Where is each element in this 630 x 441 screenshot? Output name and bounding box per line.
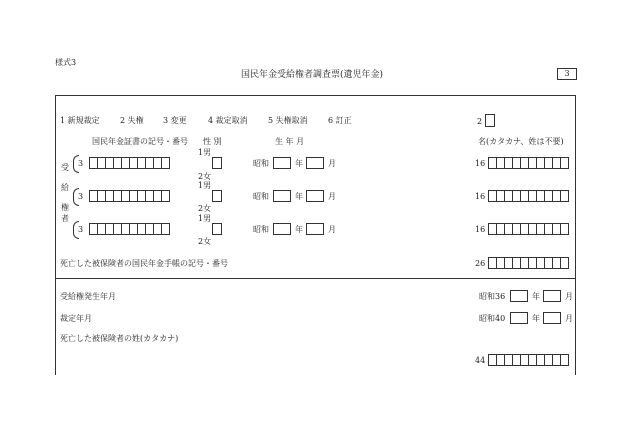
- entitlement-year-label: 年: [532, 292, 540, 301]
- action-cancel-loss: 5 失権取消: [268, 116, 308, 125]
- birth-month-box[interactable]: [306, 223, 324, 235]
- side-label-char: 者: [61, 214, 69, 223]
- sex-box[interactable]: [212, 190, 222, 202]
- entitlement-date-label: 受給権発生年月: [60, 292, 116, 301]
- sex-male-label: 1男: [198, 181, 212, 190]
- entitlement-era-prefix: 昭和36: [479, 292, 506, 301]
- birth-year-box[interactable]: [273, 223, 291, 235]
- decision-era-prefix: 昭和40: [479, 314, 506, 323]
- sex-male-label: 1男: [198, 214, 212, 223]
- cert-number-boxes[interactable]: [89, 157, 169, 169]
- action-change: 3 変更: [163, 116, 187, 125]
- action-code-prefix: 2: [477, 117, 483, 126]
- month-label: 月: [328, 192, 336, 201]
- action-code-box[interactable]: [485, 114, 495, 127]
- deceased-surname-label: 死亡した被保険者の姓(カタカナ): [60, 334, 179, 343]
- entitlement-month-box[interactable]: [543, 290, 561, 302]
- cert-number-boxes[interactable]: [89, 190, 169, 202]
- deceased-notebook-boxes[interactable]: [488, 257, 568, 269]
- era-label: 昭和: [253, 159, 269, 168]
- entitlement-year-box[interactable]: [510, 290, 528, 302]
- decision-date-label: 裁定年月: [60, 314, 92, 323]
- section-divider: [55, 278, 576, 279]
- month-label: 月: [328, 159, 336, 168]
- column-sex: 性 別: [203, 137, 222, 146]
- birth-month-box[interactable]: [306, 157, 324, 169]
- year-label: 年: [295, 192, 303, 201]
- action-correction: 6 訂正: [328, 116, 352, 125]
- name-prefix: 16: [475, 159, 486, 168]
- sex-female-label: 2女: [198, 204, 212, 213]
- era-label: 昭和: [253, 192, 269, 201]
- action-cancel-decision: 4 裁定取消: [208, 116, 248, 125]
- cert-prefix: 3: [78, 225, 84, 234]
- name-prefix: 16: [475, 225, 486, 234]
- name-prefix: 16: [475, 192, 486, 201]
- year-label: 年: [295, 225, 303, 234]
- sex-female-label: 2女: [198, 172, 212, 181]
- birth-year-box[interactable]: [273, 157, 291, 169]
- name-boxes[interactable]: [488, 223, 568, 235]
- deceased-surname-prefix: 44: [475, 356, 486, 365]
- form-label: 様式3: [55, 58, 77, 67]
- deceased-notebook-label: 死亡した被保険者の国民年金手帳の記号・番号: [60, 259, 228, 268]
- name-boxes[interactable]: [488, 157, 568, 169]
- sex-box[interactable]: [212, 223, 222, 235]
- frame-top-border: [55, 95, 576, 96]
- action-new-decision: 1 新規裁定: [60, 116, 100, 125]
- birth-month-box[interactable]: [306, 190, 324, 202]
- cert-prefix: 3: [78, 159, 84, 168]
- sex-male-label: 1男: [198, 148, 212, 157]
- entitlement-month-label: 月: [565, 292, 573, 301]
- side-label-char: 給: [61, 183, 69, 192]
- sex-female-label: 2女: [198, 237, 212, 246]
- name-boxes[interactable]: [488, 190, 568, 202]
- frame-left-border: [55, 95, 56, 375]
- side-label-char: 受: [61, 163, 69, 172]
- decision-year-box[interactable]: [510, 312, 528, 324]
- sex-box[interactable]: [212, 157, 222, 169]
- column-birth-date: 生 年 月: [275, 137, 305, 146]
- frame-right-border: [575, 95, 576, 375]
- era-label: 昭和: [253, 225, 269, 234]
- side-label-char: 権: [61, 203, 69, 212]
- column-name: 名(カタカナ、姓は不要): [478, 137, 564, 146]
- deceased-surname-boxes[interactable]: [488, 354, 568, 366]
- column-cert-number: 国民年金証書の記号・番号: [92, 137, 188, 146]
- birth-year-box[interactable]: [273, 190, 291, 202]
- action-loss-of-right: 2 失権: [120, 116, 144, 125]
- cert-number-boxes[interactable]: [89, 223, 169, 235]
- page-code: 3: [557, 68, 577, 80]
- decision-month-label: 月: [565, 314, 573, 323]
- decision-year-label: 年: [532, 314, 540, 323]
- year-label: 年: [295, 159, 303, 168]
- deceased-notebook-prefix: 26: [475, 259, 486, 268]
- cert-prefix: 3: [78, 192, 84, 201]
- form-title: 国民年金受給権者調査票(遺児年金): [241, 70, 384, 80]
- decision-month-box[interactable]: [543, 312, 561, 324]
- month-label: 月: [328, 225, 336, 234]
